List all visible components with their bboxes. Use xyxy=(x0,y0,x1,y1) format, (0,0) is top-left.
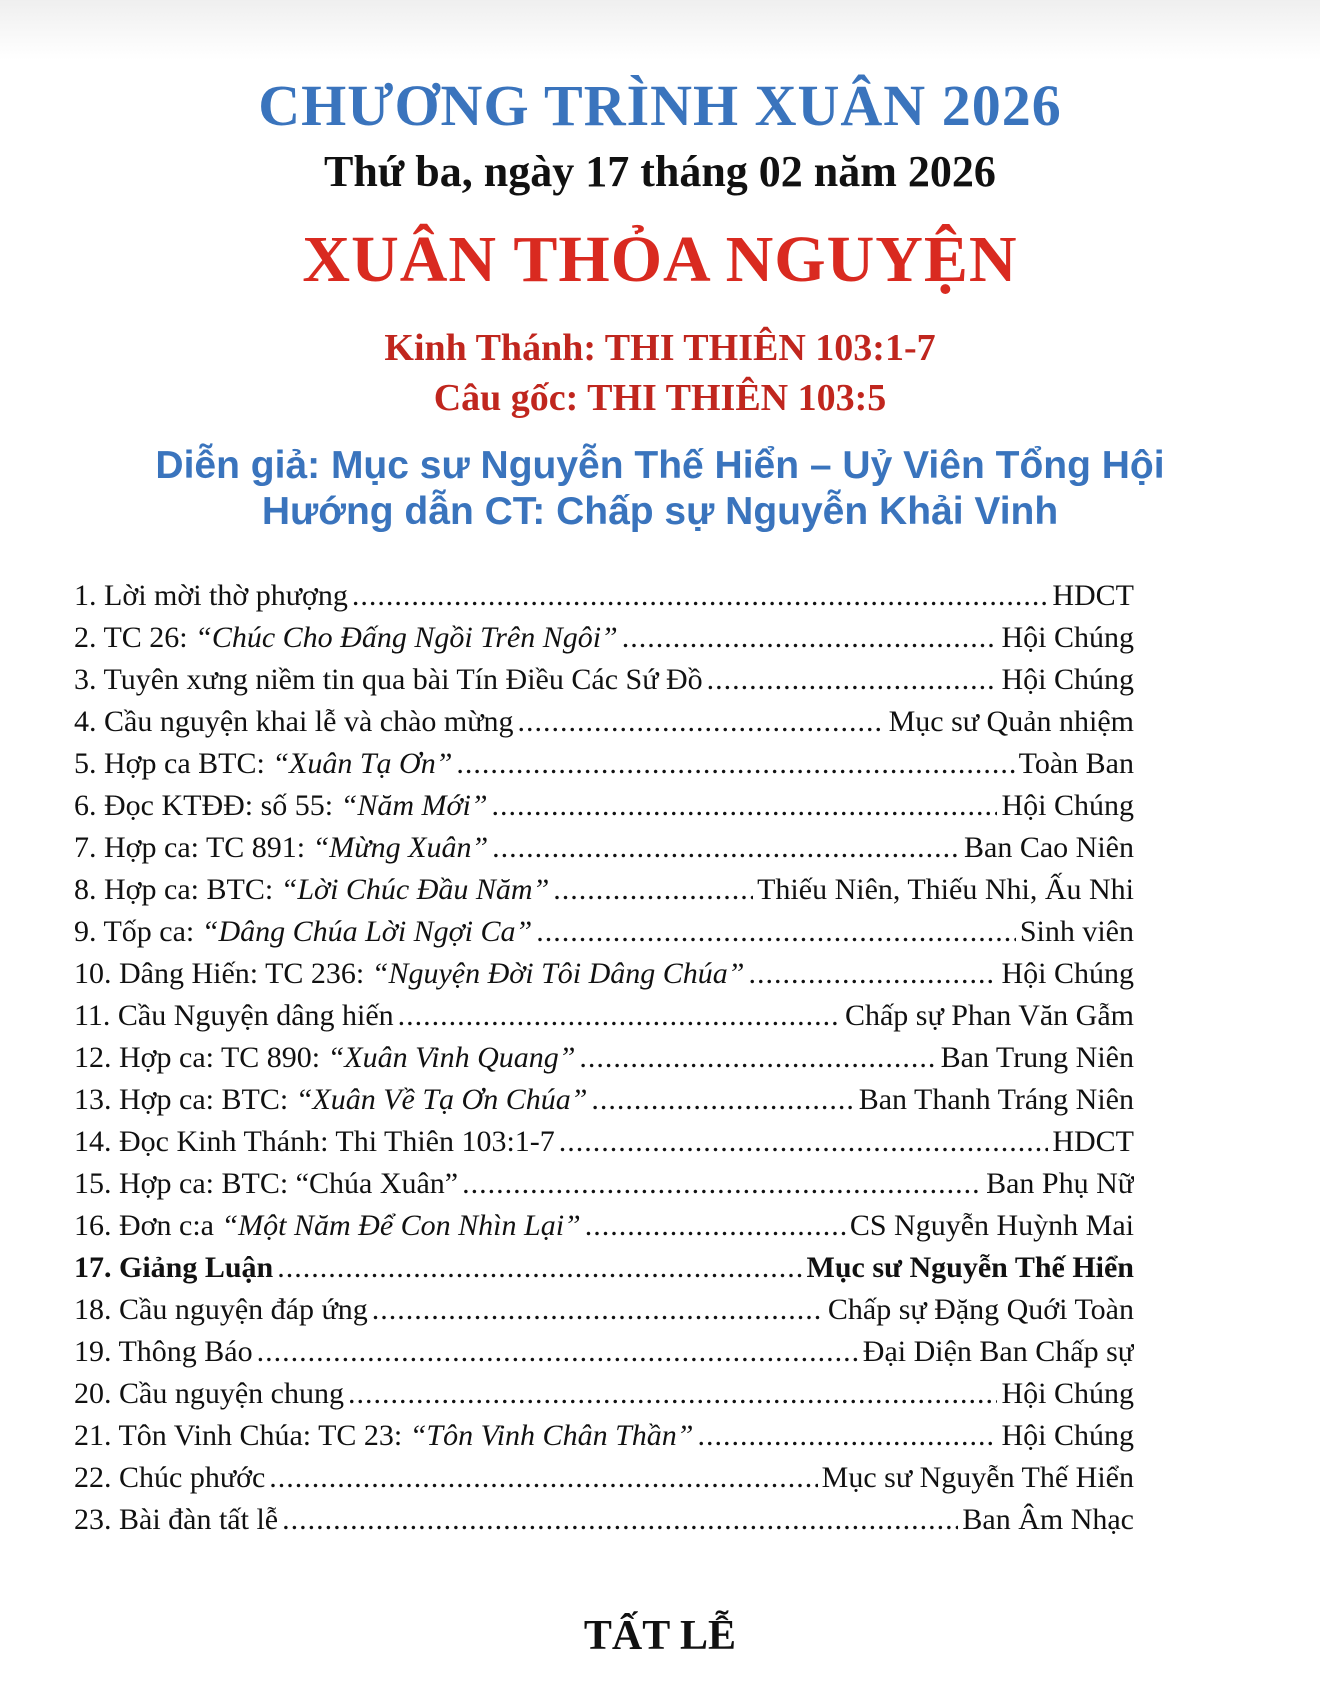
program-item xyxy=(74,869,1134,911)
dot-leader xyxy=(348,1373,998,1415)
program-item-number: 18. xyxy=(74,1293,112,1326)
program-item-title xyxy=(74,1079,587,1121)
program-item-person: Mục sư Quản nhiệm xyxy=(888,705,1134,738)
program-item-person: Ban Cao Niên xyxy=(964,831,1134,864)
program-item-person: Toàn Ban xyxy=(1018,747,1134,780)
program-item-label: Hợp ca: BTC: xyxy=(104,873,274,906)
program-item-person: Ban Thanh Tráng Niên xyxy=(858,1083,1134,1116)
program-item-song: “Chúc Cho Đấng Ngồi Trên Ngôi” xyxy=(195,621,618,654)
service-date: Thứ ba, ngày 17 tháng 02 năm 2026 xyxy=(324,147,996,196)
program-item xyxy=(74,1457,1134,1499)
program-item-song: “Xuân Tạ Ơn” xyxy=(272,747,453,780)
program-item xyxy=(74,953,1134,995)
program-item xyxy=(74,1037,1134,1079)
program-item-title xyxy=(74,869,549,911)
dot-leader xyxy=(579,1037,936,1079)
program-item-person: Ban Âm Nhạc xyxy=(962,1503,1134,1536)
program-item-label: Cầu nguyện đáp ứng xyxy=(119,1293,368,1326)
program-item-label: Hợp ca: BTC: xyxy=(119,1083,289,1116)
program-item-person: Hội Chúng xyxy=(1001,1377,1134,1410)
program-item-title xyxy=(74,743,452,785)
program-title: CHƯƠNG TRÌNH XUÂN 2026 xyxy=(258,73,1062,138)
program-item-number: 8. xyxy=(74,873,97,906)
program-item-person: CS Nguyễn Huỳnh Mai xyxy=(849,1209,1134,1242)
program-item-title xyxy=(74,1205,581,1247)
program-item-title xyxy=(74,995,394,1037)
program-item-number: 14. xyxy=(74,1125,112,1158)
program-item-label: Bài đàn tất lễ xyxy=(119,1503,279,1536)
program-item xyxy=(74,1331,1134,1373)
program-item xyxy=(74,1499,1134,1541)
program-item-person: Hội Chúng xyxy=(1001,957,1134,990)
dot-leader xyxy=(398,995,841,1037)
program-item-label: Hợp ca: TC 890: xyxy=(119,1041,321,1074)
dot-leader xyxy=(282,1499,958,1541)
program-item-number: 4. xyxy=(74,705,97,738)
program-item xyxy=(74,743,1134,785)
program-item-song: “Năm Mới” xyxy=(340,789,488,822)
dot-leader xyxy=(585,1205,846,1247)
program-item-title xyxy=(74,617,618,659)
program-item xyxy=(74,617,1134,659)
program-item-label: Hợp ca BTC: xyxy=(104,747,265,780)
program-item-person: Thiếu Niên, Thiếu Nhi, Ấu Nhi xyxy=(757,873,1134,906)
program-item-song: “Tôn Vinh Chân Thần” xyxy=(409,1419,694,1452)
program-item-title xyxy=(74,911,532,953)
program-item xyxy=(74,1373,1134,1415)
program-item-person: Hội Chúng xyxy=(1001,663,1134,696)
program-item-person: Chấp sự Phan Văn Gẫm xyxy=(844,999,1134,1032)
program-item-label: Tốp ca: xyxy=(103,915,195,948)
program-item-title xyxy=(74,1373,344,1415)
program-item-number: 7. xyxy=(74,831,97,864)
program-item-song: “Xuân Về Tạ Ơn Chúa” xyxy=(295,1083,588,1116)
program-item-song: “Một Năm Để Con Nhìn Lại” xyxy=(221,1209,581,1242)
dot-leader xyxy=(352,575,1048,617)
program-item-song: “Nguyện Đời Tôi Dâng Chúa” xyxy=(371,957,745,990)
program-item xyxy=(74,1163,1134,1205)
program-item-person: Chấp sự Đặng Quới Toàn xyxy=(827,1293,1134,1326)
program-item-number: 22. xyxy=(74,1461,112,1494)
program-item-title xyxy=(74,827,488,869)
program-item-number: 23. xyxy=(74,1503,112,1536)
program-item-label: Cầu Nguyện dâng hiến xyxy=(117,999,394,1032)
program-item-title xyxy=(74,1037,575,1079)
program-item xyxy=(74,1289,1134,1331)
dot-leader xyxy=(553,869,753,911)
program-item-person: Hội Chúng xyxy=(1001,1419,1134,1452)
program-item-label: Tôn Vinh Chúa: TC 23: xyxy=(118,1419,403,1452)
program-item-person: Ban Phụ Nữ xyxy=(986,1167,1134,1200)
program-item xyxy=(74,785,1134,827)
program-item-label: Lời mời thờ phượng xyxy=(104,579,348,612)
program-item xyxy=(74,575,1134,617)
program-item-title xyxy=(74,953,744,995)
dot-leader xyxy=(697,1415,997,1457)
program-item-person: Đại Diện Ban Chấp sự xyxy=(862,1335,1134,1368)
program-item-label: Dâng Hiến: TC 236: xyxy=(119,957,365,990)
program-item-song: “Dâng Chúa Lời Ngợi Ca” xyxy=(201,915,533,948)
program-item-label: Đọc KTĐĐ: số 55: xyxy=(104,789,334,822)
dot-leader xyxy=(591,1079,854,1121)
program-item-song: “Xuân Vinh Quang” xyxy=(327,1041,576,1074)
program-item-title xyxy=(74,1331,253,1373)
program-list xyxy=(74,575,1134,1541)
program-item-title xyxy=(74,1415,693,1457)
program-item xyxy=(74,1079,1134,1121)
program-item-title xyxy=(74,1289,368,1331)
program-item-number: 1. xyxy=(74,579,97,612)
program-item-number: 17. xyxy=(74,1251,112,1284)
program-item-number: 2. xyxy=(74,621,97,654)
dot-leader xyxy=(456,743,1014,785)
program-item xyxy=(74,827,1134,869)
program-item-number: 20. xyxy=(74,1377,112,1410)
program-item-person: Sinh viên xyxy=(1019,915,1134,948)
dot-leader xyxy=(492,785,998,827)
program-item-title xyxy=(74,1499,278,1541)
host-line: Hướng dẫn CT: Chấp sự Nguyễn Khải Vinh xyxy=(261,490,1059,533)
program-item xyxy=(74,1205,1134,1247)
program-item-title xyxy=(74,1457,265,1499)
program-item-label: Đơn c:a xyxy=(119,1209,214,1242)
dot-leader xyxy=(748,953,997,995)
dot-leader xyxy=(707,659,998,701)
program-item-person: HDCT xyxy=(1052,579,1134,612)
program-item-number: 13. xyxy=(74,1083,112,1116)
program-item xyxy=(74,995,1134,1037)
key-verse: Câu gốc: THI THIÊN 103:5 xyxy=(433,377,887,419)
program-item-number: 12. xyxy=(74,1041,112,1074)
program-item-number: 11. xyxy=(74,999,111,1032)
program-item-number: 19. xyxy=(74,1335,112,1368)
program-item-title xyxy=(74,1247,273,1289)
program-item-label: Thông Báo xyxy=(118,1335,253,1368)
program-item xyxy=(74,1121,1134,1163)
speaker-line: Diễn giả: Mục sư Nguyễn Thế Hiển – Uỷ Viên Tổng Hội xyxy=(155,444,1165,487)
program-item-number: 9. xyxy=(74,915,97,948)
dot-leader xyxy=(517,701,884,743)
theme-title: XUÂN THỎA NGUYỆN xyxy=(302,223,1018,296)
dot-leader xyxy=(492,827,960,869)
dot-leader xyxy=(269,1457,817,1499)
program-item xyxy=(74,911,1134,953)
program-item-person: Hội Chúng xyxy=(1001,789,1134,822)
program-item-person: HDCT xyxy=(1052,1125,1134,1158)
program-item-person: Mục sư Nguyễn Thế Hiển xyxy=(821,1461,1134,1494)
program-item xyxy=(74,1247,1134,1289)
program-item-label: Hợp ca: BTC: “Chúa Xuân” xyxy=(119,1167,459,1200)
program-item-title xyxy=(74,1121,555,1163)
program-item-number: 5. xyxy=(74,747,97,780)
program-item-number: 21. xyxy=(74,1419,112,1452)
program-item-label: Hợp ca: TC 891: xyxy=(104,831,306,864)
program-item-label: Đọc Kinh Thánh: Thi Thiên 103:1-7 xyxy=(119,1125,555,1158)
dot-leader xyxy=(462,1163,982,1205)
closing-text: TẤT LỄ xyxy=(583,1613,737,1659)
program-item-label: Tuyên xưng niềm tin qua bài Tín Điều Các Sứ Đồ xyxy=(103,663,703,696)
program-item-label: TC 26: xyxy=(103,621,188,654)
program-item-person: Hội Chúng xyxy=(1001,621,1134,654)
program-item xyxy=(74,1415,1134,1457)
dot-leader xyxy=(622,617,998,659)
dot-leader xyxy=(257,1331,859,1373)
dot-leader xyxy=(536,911,1016,953)
scripture-reference: Kinh Thánh: THI THIÊN 103:1-7 xyxy=(384,327,936,369)
program-item-title xyxy=(74,659,703,701)
program-item-label: Giảng Luận xyxy=(119,1251,274,1284)
program-item-number: 6. xyxy=(74,789,97,822)
program-item-song: “Lời Chúc Đầu Năm” xyxy=(280,873,550,906)
program-item-label: Cầu nguyện chung xyxy=(119,1377,344,1410)
program-item-person: Ban Trung Niên xyxy=(940,1041,1134,1074)
program-item-number: 16. xyxy=(74,1209,112,1242)
dot-leader xyxy=(559,1121,1049,1163)
program-item-title xyxy=(74,785,488,827)
program-item-number: 10. xyxy=(74,957,112,990)
dot-leader xyxy=(277,1247,802,1289)
dot-leader xyxy=(372,1289,824,1331)
program-item xyxy=(74,659,1134,701)
program-item-person: Mục sư Nguyễn Thế Hiển xyxy=(806,1251,1134,1284)
program-item-label: Cầu nguyện khai lễ và chào mừng xyxy=(104,705,514,738)
program-item xyxy=(74,701,1134,743)
program-item-title xyxy=(74,701,513,743)
program-item-song: “Mừng Xuân” xyxy=(312,831,489,864)
program-item-title xyxy=(74,575,348,617)
program-item-label: Chúc phước xyxy=(119,1461,266,1494)
program-item-number: 3. xyxy=(74,663,97,696)
program-item-number: 15. xyxy=(74,1167,112,1200)
program-item-title xyxy=(74,1163,458,1205)
